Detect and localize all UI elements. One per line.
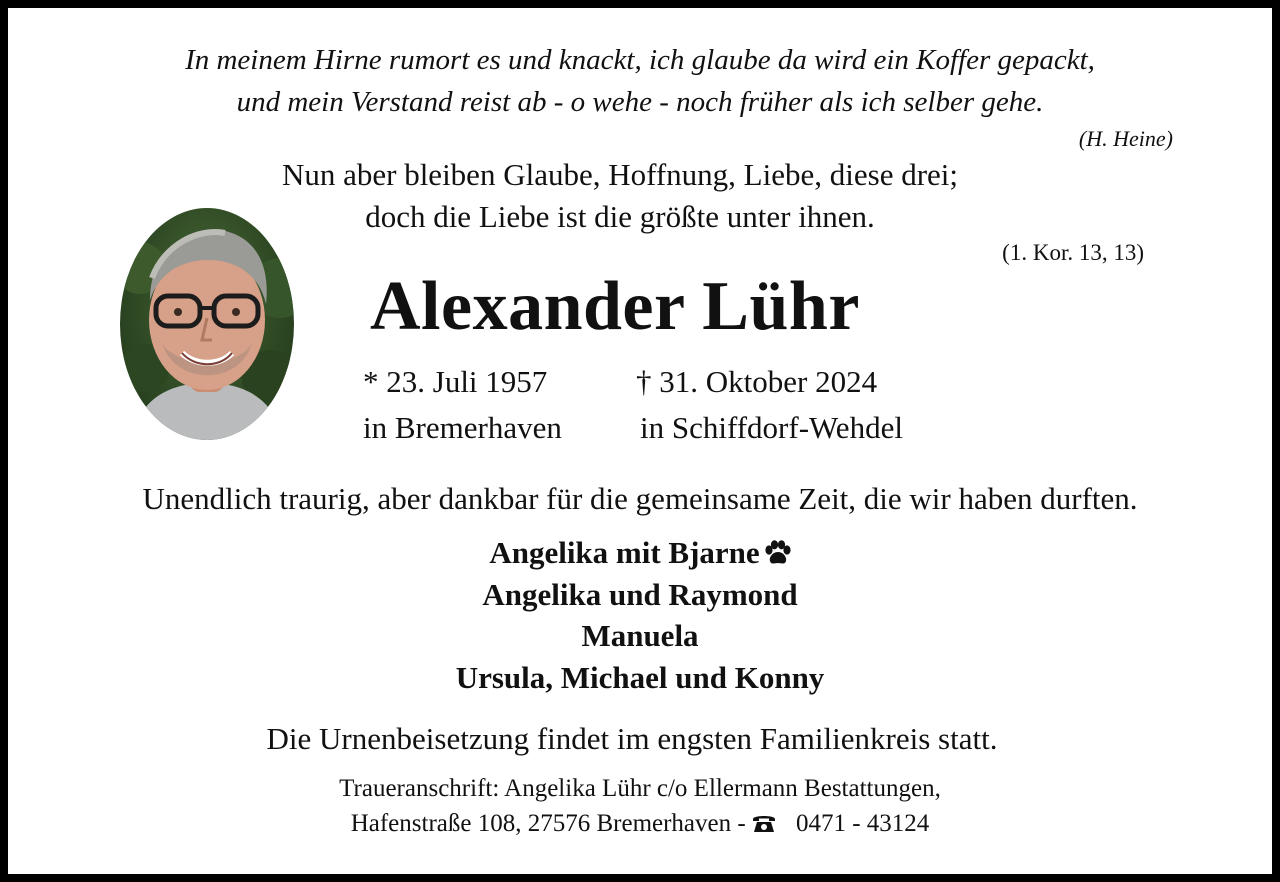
mourner-line-1 [8, 537, 1272, 568]
obituary-card [8, 8, 1272, 874]
quote-author: (H. Heine) [1078, 126, 1173, 151]
mourner-line-3: Manuela [581, 618, 699, 653]
address-line-1: Traueranschrift: Angelika Lühr c/o Ellermann Bestattungen, [339, 775, 941, 802]
portrait-photo [120, 208, 294, 440]
death-place: in Schiffdorf-Wehdel [640, 410, 903, 445]
verse-line-1: Nun aber bleiben Glaube, Hoffnung, Liebe, diese drei; [281, 157, 959, 192]
telephone-icon [752, 813, 776, 833]
sentiment-text: Unendlich traurig, aber dankbar für die gemeinsame Zeit, die wir haben durften. [142, 481, 1138, 516]
mourner-line-4: Ursula, Michael und Konny [455, 660, 825, 695]
deceased-name: Alexander Lühr [370, 268, 860, 345]
address-street: Hafenstraße 108, 27576 Bremerhaven - [350, 810, 746, 837]
burial-notice: Die Urnenbeisetzung findet im engsten Familienkreis statt. [266, 721, 998, 756]
verse-line-2: doch die Liebe ist die größte unter ihnen. [365, 199, 875, 234]
verse-reference: (1. Kor. 13, 13) [1002, 240, 1144, 265]
birth-date: * 23. Juli 1957 [363, 364, 548, 399]
quote-line-1: In meinem Hirne rumort es und knackt, ich glaube da wird ein Koffer gepackt, [185, 44, 1095, 76]
quote-line-2: und mein Verstand reist ab - o wehe - noch früher als ich selber gehe. [236, 86, 1044, 118]
phone-number: 0471 - 43124 [795, 810, 930, 837]
mourner-line-2: Angelika und Raymond [482, 577, 798, 612]
paw-icon [763, 540, 791, 566]
mourner-line-1-text: Angelika mit Bjarne [489, 535, 760, 570]
death-date: † 31. Oktober 2024 [636, 364, 878, 399]
portrait-image [120, 208, 294, 440]
birth-place: in Bremerhaven [363, 410, 562, 445]
address-line-2 [8, 811, 1272, 836]
